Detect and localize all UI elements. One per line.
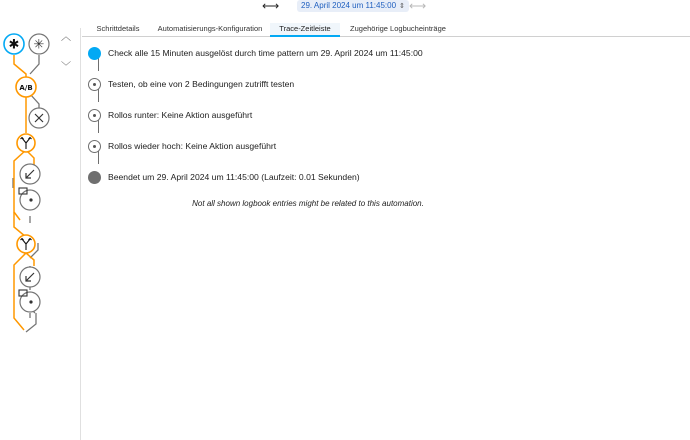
tab-logbook-entries[interactable]: Zugehörige Logbucheinträge bbox=[350, 24, 446, 33]
tab-trace-timeline[interactable]: Trace-Zeitleiste bbox=[270, 23, 340, 37]
trace-selector bbox=[0, 0, 690, 14]
end-dot-icon bbox=[88, 171, 101, 184]
select-caret-icon: ⇕ bbox=[399, 3, 405, 10]
timeline-entry-step bbox=[88, 108, 252, 122]
trigger-dot-icon bbox=[88, 47, 101, 60]
step-dot-icon bbox=[88, 109, 101, 122]
step-dot-icon bbox=[88, 140, 101, 153]
trigger-inactive-node[interactable] bbox=[29, 34, 49, 54]
timeline-entry-step bbox=[88, 139, 276, 153]
previous-trace-icon[interactable]: ⟷ bbox=[262, 0, 280, 13]
trace-graph bbox=[0, 28, 80, 440]
trace-date-value: 29. April 2024 um 11:45:00 bbox=[301, 1, 397, 10]
trace-date-select[interactable] bbox=[297, 0, 409, 12]
asterisk-icon: ✳ bbox=[33, 37, 45, 53]
trace-timeline bbox=[88, 40, 688, 240]
choose-node-2[interactable] bbox=[17, 235, 35, 253]
option-node-2a[interactable] bbox=[20, 267, 40, 287]
timeline-entry-text: Check alle 15 Minuten ausgelöst durch time pattern um 29. April 2024 um 11:45:00 bbox=[108, 48, 423, 58]
timeline-entry-end bbox=[88, 170, 360, 184]
option-node-2b[interactable] bbox=[19, 290, 40, 312]
a-b-condition-icon: A/B bbox=[19, 84, 33, 92]
trace-tabs bbox=[82, 23, 690, 37]
timeline-entry-text: Beendet um 29. April 2024 um 11:45:00 (Laufzeit: 0.01 Sekunden) bbox=[108, 172, 360, 182]
tab-step-details[interactable]: Schrittdetails bbox=[96, 24, 140, 33]
condition-fail-node[interactable] bbox=[29, 108, 49, 128]
asterisk-icon: ✱ bbox=[8, 37, 20, 53]
timeline-entry-text: Rollos runter: Keine Aktion ausgeführt bbox=[108, 110, 253, 120]
tab-automation-config[interactable]: Automatisierungs-Konfiguration bbox=[157, 24, 263, 33]
trace-graph-panel bbox=[0, 28, 81, 440]
timeline-entry-step bbox=[88, 77, 294, 91]
trigger-active-node[interactable] bbox=[4, 34, 24, 54]
chevron-up-icon[interactable]: ︿ bbox=[61, 32, 71, 43]
step-dot-icon bbox=[88, 78, 101, 91]
choose-node-1[interactable] bbox=[17, 134, 35, 152]
chevron-down-icon[interactable]: ﹀ bbox=[61, 62, 71, 73]
timeline-entry-text: Testen, ob eine von 2 Bedingungen zutrifft testen bbox=[108, 79, 295, 89]
timeline-entry-trigger bbox=[88, 46, 423, 60]
next-trace-icon[interactable]: ⟷ bbox=[409, 0, 427, 13]
timeline-entry-text: Rollos wieder hoch: Keine Aktion ausgeführt bbox=[108, 141, 277, 151]
option-node-1b[interactable] bbox=[19, 188, 40, 210]
option-node-1a[interactable] bbox=[20, 164, 40, 184]
logbook-note: Not all shown logbook entries might be related to this automation. bbox=[192, 199, 424, 208]
condition-node[interactable] bbox=[16, 77, 36, 97]
